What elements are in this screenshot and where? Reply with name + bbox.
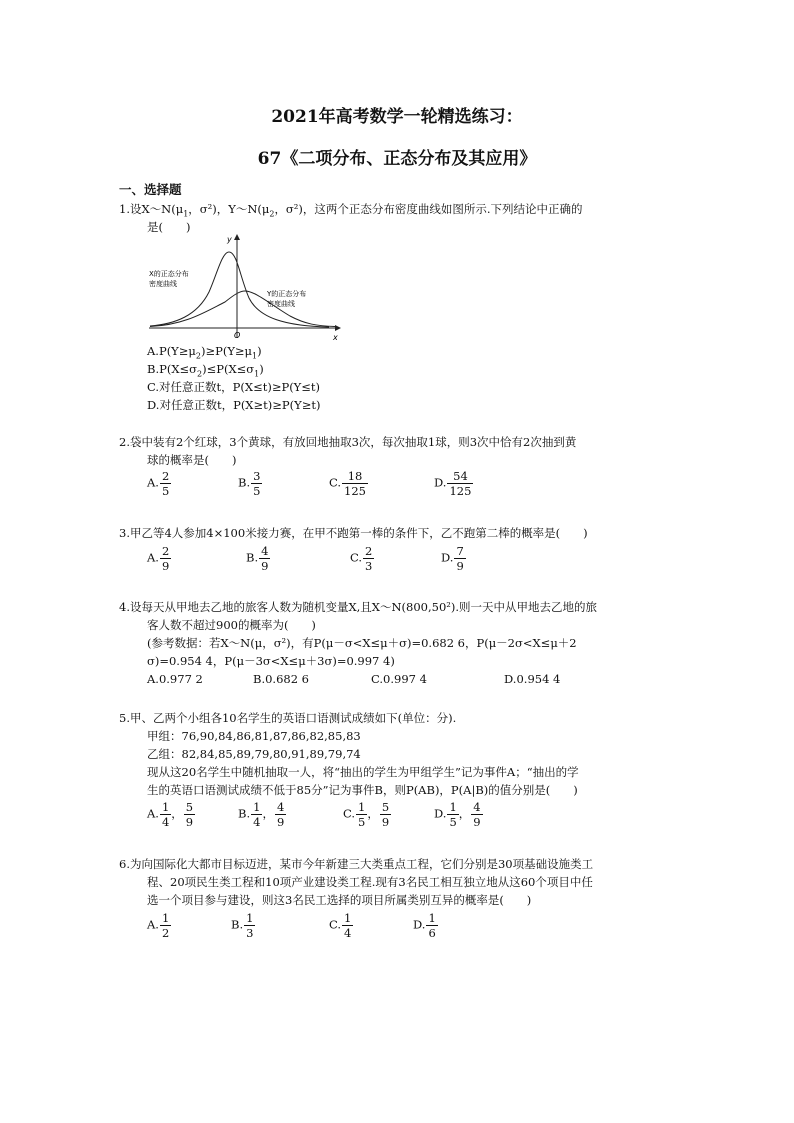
- y-curve-label-line1: Y的正态分布: [267, 290, 307, 298]
- y-axis-arrow: [234, 234, 240, 240]
- fraction: $\frac{1}{5}$: [449, 800, 457, 829]
- question-5-option-c[interactable]: C. $\frac{1}{5}$ ， $\frac{5}{9}$: [343, 800, 390, 829]
- question-2-option-b[interactable]: B. $\frac{3}{5}$: [238, 469, 261, 498]
- x-axis-label: x: [333, 333, 338, 340]
- question-5-stem-cont: 现从这20名学生中随机抽取一人，将“抽出的学生为甲组学生”记为事件A；“抽出的学: [147, 765, 579, 779]
- question-3-option-b[interactable]: B. $\frac{4}{9}$: [246, 544, 269, 573]
- question-4-option-d[interactable]: D.0.954 4: [504, 672, 561, 686]
- fraction: $\frac{5}{9}$: [185, 800, 194, 829]
- fraction: $\frac{2}{5}$: [161, 469, 170, 498]
- question-2-stem-cont: 球的概率是( ): [147, 453, 237, 467]
- fraction: $\frac{18}{125}$: [344, 469, 366, 498]
- question-4-option-b[interactable]: B.0.682 6: [253, 672, 310, 686]
- fraction: $\frac{1}{3}$: [246, 911, 254, 940]
- question-3-option-d[interactable]: D. $\frac{7}{9}$: [441, 544, 464, 573]
- fraction: $\frac{4}{9}$: [276, 800, 285, 829]
- origin-label: O: [234, 331, 241, 340]
- y-axis-label: y: [227, 235, 232, 244]
- question-6-option-a[interactable]: A. $\frac{1}{2}$: [147, 911, 170, 940]
- question-3-option-c[interactable]: C. $\frac{2}{3}$: [350, 544, 373, 573]
- fraction: $\frac{1}{2}$: [161, 911, 170, 940]
- question-5-option-a[interactable]: A. $\frac{1}{4}$ ， $\frac{5}{9}$: [147, 800, 194, 829]
- question-5-stem: 5.甲、乙两个小组各10名学生的英语口语测试成绩如下(单位：分).: [119, 711, 457, 725]
- question-6-option-b[interactable]: B. $\frac{1}{3}$: [231, 911, 254, 940]
- fraction: $\frac{5}{9}$: [381, 800, 390, 829]
- fraction: $\frac{54}{125}$: [449, 469, 472, 498]
- x-axis-arrow: [335, 325, 341, 331]
- question-3-stem: 3.甲乙等4人参加4×100米接力赛，在甲不跑第一棒的条件下，乙不跑第二棒的概率是( ): [119, 526, 588, 540]
- normal-distribution-figure: [145, 232, 345, 340]
- question-1-option-b[interactable]: $B.P(X\le\sigma_2)\le P(X\le\sigma_1)$: [147, 362, 264, 379]
- question-6-stem-cont2: 选一个项目参与建设，则这3名民工选择的项目所属类别互异的概率是( ): [147, 893, 532, 907]
- fraction: $\frac{1}{6}$: [428, 911, 436, 940]
- question-1-stem: 1.设$X\sim N(\mu_1$，σ²)，$Y\sim N(\mu_2$，σ²)，这两个正态分布密度曲线如图所示.下列结论中正确的: [119, 202, 583, 219]
- fraction: $\frac{4}{9}$: [473, 800, 481, 829]
- y-density-curve: [150, 291, 335, 327]
- question-5-stem-cont2: 生的英语口语测试成绩不低于85分”记为事件B，则P(AB)，P(A|B)的值分别是( ): [147, 783, 578, 797]
- question-1-option-d[interactable]: D.对任意正数t，P(X≥t)≥P(Y≥t): [147, 398, 321, 412]
- question-2-option-c[interactable]: C. $\frac{18}{125}$: [329, 469, 366, 498]
- fraction: $\frac{1}{4}$: [161, 800, 170, 829]
- question-5-option-d[interactable]: D. $\frac{1}{5}$ ， $\frac{4}{9}$: [434, 800, 481, 829]
- question-6-option-d[interactable]: D. $\frac{1}{6}$: [413, 911, 436, 940]
- question-4-reference: (参考数据：若X～N(μ，σ²)，有P(μ－σ<X≤μ＋σ)=0.682 6，P(μ－2σ<X≤μ＋2: [147, 636, 577, 650]
- fraction: $\frac{1}{4}$: [253, 800, 261, 829]
- fraction: $\frac{2}{3}$: [365, 544, 373, 573]
- fraction: $\frac{7}{9}$: [456, 544, 464, 573]
- question-4-option-a[interactable]: A.0.977 2: [147, 672, 203, 686]
- fraction: $\frac{4}{9}$: [261, 544, 269, 573]
- question-6-stem-cont: 程、20项民生类工程和10项产业建设类工程.现有3名民工相互独立地从这60个项目中任: [147, 875, 593, 889]
- fraction: $\frac{3}{5}$: [253, 469, 261, 498]
- question-1-stem-cont: 是( ): [147, 220, 191, 234]
- question-2-option-d[interactable]: D. $\frac{54}{125}$: [434, 469, 472, 498]
- question-6-option-c[interactable]: C. $\frac{1}{4}$: [329, 911, 352, 940]
- question-2-stem: 2.袋中装有2个红球，3个黄球，有放回地抽取3次，每次抽取1球，则3次中恰有2次抽到黄: [119, 435, 577, 449]
- question-1-option-a[interactable]: $A.P(Y\ge\mu_2)\ge P(Y\ge\mu_1)$: [147, 344, 262, 361]
- question-1-option-c[interactable]: C.对任意正数t，P(X≤t)≥P(Y≤t): [147, 380, 321, 394]
- fraction: $\frac{2}{9}$: [161, 544, 170, 573]
- fraction: $\frac{1}{5}$: [358, 800, 366, 829]
- question-3-option-a[interactable]: A. $\frac{2}{9}$: [147, 544, 170, 573]
- question-6-stem: 6.为向国际化大都市目标迈进，某市今年新建三大类重点工程，它们分别是30项基础设施类工: [119, 857, 594, 871]
- question-5-option-b[interactable]: B. $\frac{1}{4}$ ， $\frac{4}{9}$: [238, 800, 285, 829]
- question-5-group-a-scores: 甲组：76,90,84,86,81,87,86,82,85,83: [147, 729, 361, 743]
- x-curve-label-line2: 密度曲线: [149, 280, 177, 288]
- section-heading: 一、选择题: [119, 182, 182, 197]
- question-4-reference-cont: σ)=0.954 4，P(μ－3σ<X≤μ＋3σ)=0.997 4): [147, 654, 395, 668]
- y-curve-label-line2: 密度曲线: [267, 300, 295, 308]
- question-4-stem: 4.设每天从甲地去乙地的旅客人数为随机变量X,且X～N(800,50²).则一天中从甲地去乙地的旅: [119, 600, 598, 614]
- question-2-option-a[interactable]: A. $\frac{2}{5}$: [147, 469, 170, 498]
- page-title: 2021年高考数学一轮精选练习：: [271, 107, 523, 127]
- page-subtitle: 67《二项分布、正态分布及其应用》: [257, 149, 537, 169]
- question-5-group-b-scores: 乙组：82,84,85,89,79,80,91,89,79,74: [147, 747, 361, 761]
- x-curve-label-line1: X的正态分布: [149, 270, 189, 278]
- fraction: $\frac{1}{4}$: [344, 911, 352, 940]
- question-4-option-c[interactable]: C.0.997 4: [371, 672, 427, 686]
- question-4-stem-cont: 客人数不超过900的概率为( ): [147, 618, 316, 632]
